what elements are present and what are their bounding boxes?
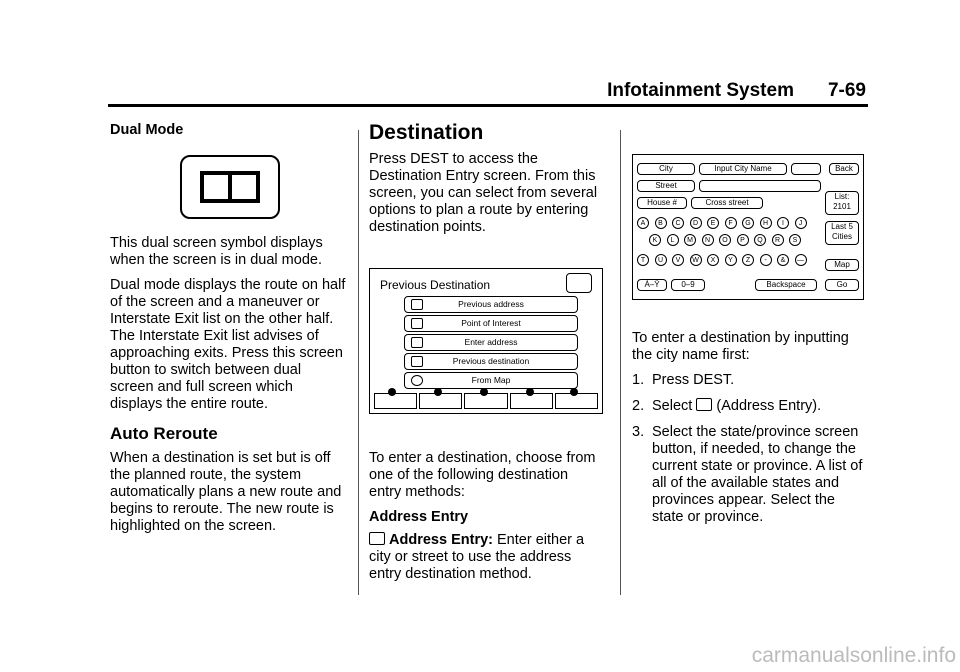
key-2-8: R	[772, 234, 784, 246]
key-1-4: D	[690, 217, 702, 229]
house-number-button: House #	[637, 197, 687, 209]
address-entry-screen	[632, 154, 864, 300]
key-1-6: F	[725, 217, 737, 229]
pencil-icon	[411, 337, 423, 348]
list-button: List: 2101	[825, 191, 859, 215]
auto-reroute-heading: Auto Reroute	[110, 424, 218, 443]
back-button: Back	[829, 163, 859, 175]
bar-dot	[480, 388, 488, 396]
key-3-6: Y	[725, 254, 737, 266]
key-3-10: —	[795, 254, 807, 266]
key-3-4: W	[690, 254, 702, 266]
blank-field	[791, 163, 821, 175]
page-number: 7-69	[827, 80, 866, 101]
key-1-2: B	[655, 217, 667, 229]
previous-address-button: Previous address	[404, 296, 578, 313]
bar-dot	[434, 388, 442, 396]
key-3-5: X	[707, 254, 719, 266]
destination-intro: Press DEST to access the Destination Entry screen. From this screen, you can select from several options to plan a route by entering destination points.	[369, 151, 598, 235]
cross-street-button: Cross street	[691, 197, 763, 209]
backspace-button: Backspace	[755, 279, 817, 291]
key-2-6: P	[737, 234, 749, 246]
key-1-5: E	[707, 217, 719, 229]
key-2-1: K	[649, 234, 661, 246]
steps-list	[632, 372, 868, 526]
dual-mode-text-2: Dual mode displays the route on half of the screen and a maneuver or Interstate Exit list on the other half. The Interstate Exit list advises of approaching exits. Press this screen button to switch between dual screen and full screen which displays the entire route.	[110, 277, 346, 412]
dual-mode-text-1: This dual screen symbol displays when the screen is in dual mode.	[110, 235, 323, 268]
point-of-interest-button: Point of Interest	[404, 315, 578, 332]
city-button: City	[637, 163, 695, 175]
column-divider	[358, 130, 359, 595]
from-map-button: From Map	[404, 372, 578, 389]
key-2-3: M	[684, 234, 696, 246]
key-3-3: V	[672, 254, 684, 266]
key-2-4: N	[702, 234, 714, 246]
key-1-1: A	[637, 217, 649, 229]
accent-keys-button: À–Ÿ	[637, 279, 667, 291]
key-2-9: S	[789, 234, 801, 246]
digits-button: 0–9	[671, 279, 705, 291]
input-city-field: Input City Name	[699, 163, 787, 175]
column-right	[632, 122, 868, 535]
entry-methods-text: To enter a destination, choose from one of the following destination entry methods:	[369, 450, 596, 500]
city-entry-intro: To enter a destination by inputting the city name first:	[632, 330, 849, 363]
auto-reroute-text: When a destination is set but is off the planned route, the system automatically plans a new route and begins to reroute. The new route is highlighted on the screen.	[110, 450, 342, 534]
key-2-7: Q	[754, 234, 766, 246]
bar-dot	[570, 388, 578, 396]
key-1-10: J	[795, 217, 807, 229]
key-1-9: I	[777, 217, 789, 229]
dual-screen-icon	[180, 155, 280, 219]
column-middle	[369, 122, 603, 591]
poi-icon	[411, 318, 423, 329]
bar-dot	[388, 388, 396, 396]
destination-heading: Destination	[369, 121, 484, 144]
enter-address-button: Enter address	[404, 334, 578, 351]
dual-mode-heading: Dual Mode	[110, 122, 184, 138]
column-divider	[620, 130, 621, 595]
watermark: carmanualsonline.info	[751, 644, 956, 667]
history-icon	[411, 356, 423, 367]
header-rule	[108, 104, 868, 107]
globe-icon	[411, 375, 423, 386]
previous-destination-screen	[369, 268, 603, 414]
key-3-7: Z	[742, 254, 754, 266]
street-field	[699, 180, 821, 192]
bar-dot	[526, 388, 534, 396]
key-3-9: &	[777, 254, 789, 266]
key-3-8: -	[760, 254, 772, 266]
address-entry-subheading: Address Entry	[369, 509, 469, 525]
address-entry-text: Enter either a city or street to use the address entry destination method.	[369, 532, 585, 582]
step-2: 2. Select (Address Entry).	[632, 398, 822, 414]
page-header	[607, 80, 866, 102]
step-3: 3. Select the state/province screen button, if needed, to change the current state or province. A list of all of the available states and provinces appear. Select the state or province.	[632, 424, 863, 525]
previous-destination-button: Previous destination	[404, 353, 578, 370]
go-button: Go	[825, 279, 859, 291]
map-button: Map	[825, 259, 859, 271]
key-1-8: H	[760, 217, 772, 229]
menu-icon	[566, 273, 592, 293]
key-2-5: O	[719, 234, 731, 246]
key-2-2: L	[667, 234, 679, 246]
key-1-7: G	[742, 217, 754, 229]
key-1-3: C	[672, 217, 684, 229]
address-icon	[411, 299, 423, 310]
key-3-1: T	[637, 254, 649, 266]
street-button: Street	[637, 180, 695, 192]
column-left	[110, 122, 346, 543]
screen-title: Previous Destination	[380, 278, 491, 292]
address-entry-label: Address Entry:	[389, 532, 493, 548]
address-entry-icon	[369, 532, 385, 545]
key-3-2: U	[655, 254, 667, 266]
section-title: Infotainment System	[607, 80, 794, 101]
last-5-cities-button: Last 5 Cities	[825, 221, 859, 245]
step-1: 1. Press DEST.	[632, 372, 735, 388]
address-entry-icon	[696, 398, 712, 411]
